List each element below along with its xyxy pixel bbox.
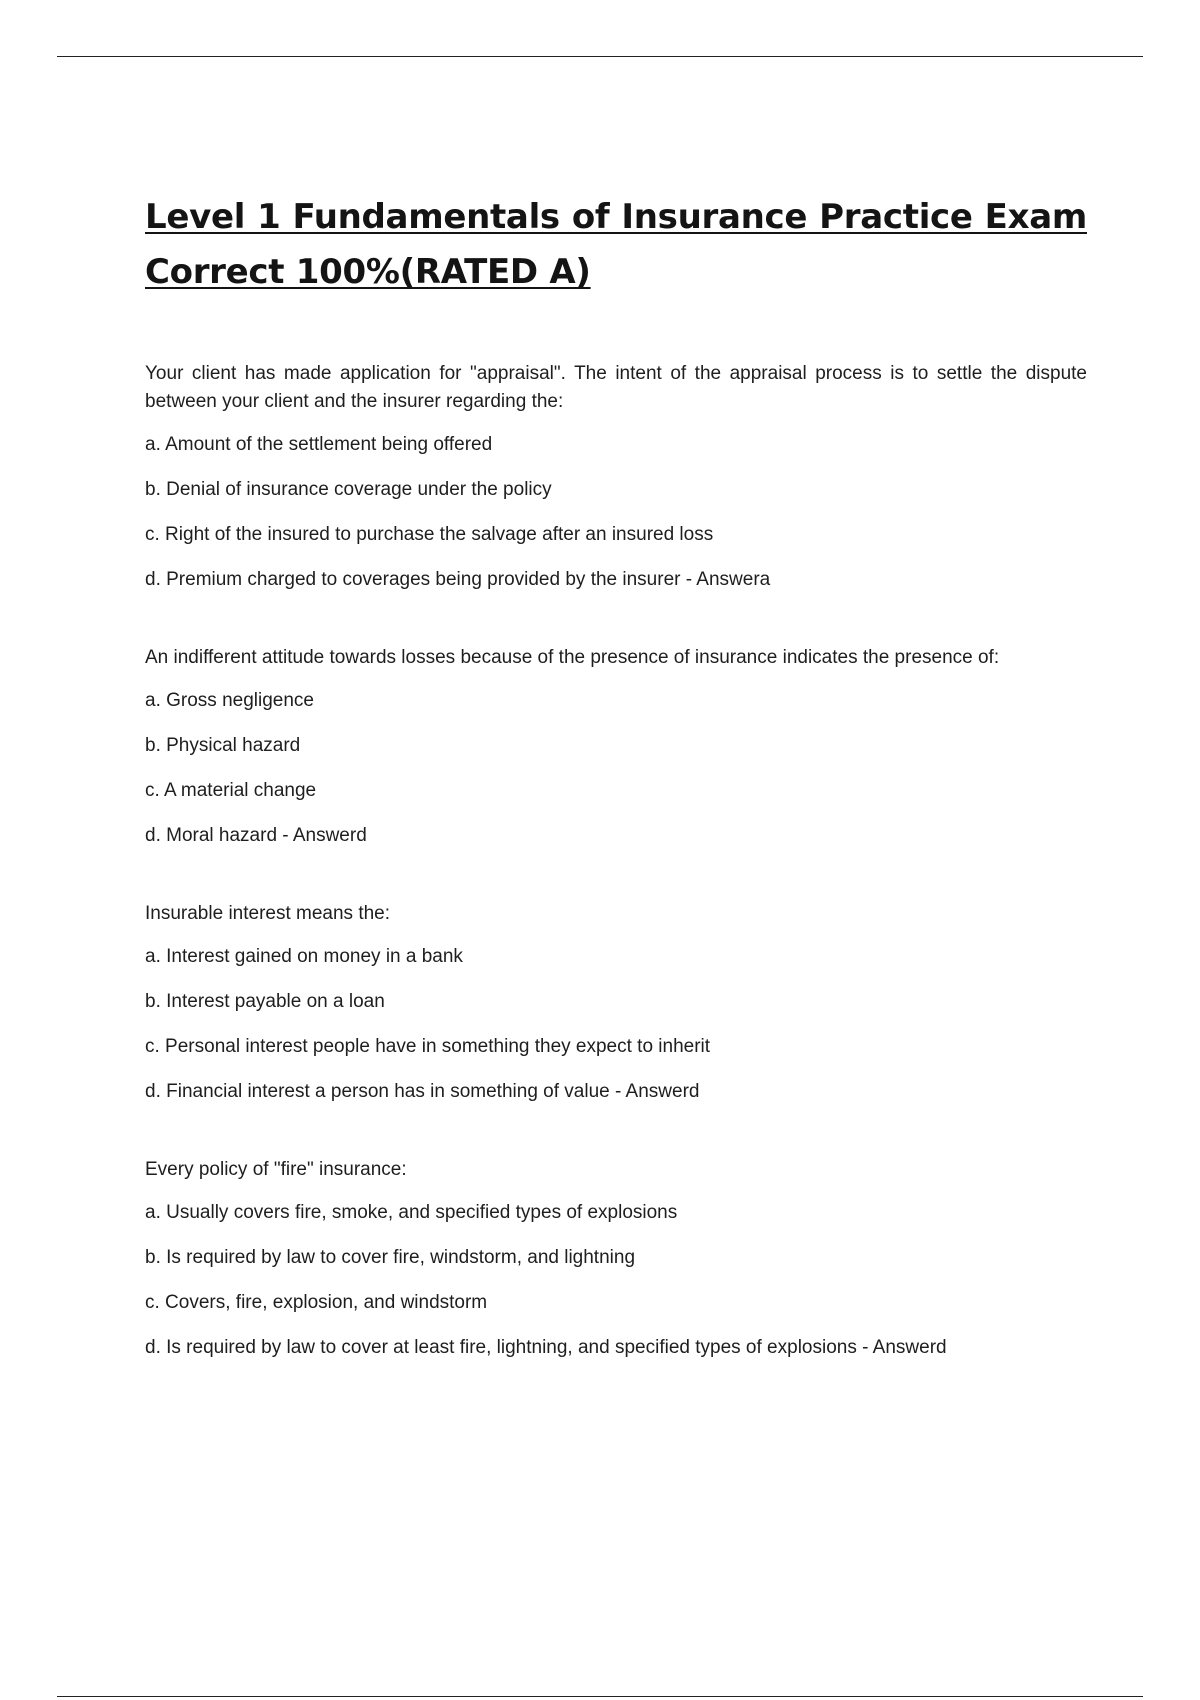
question-4 — [145, 1156, 1087, 1362]
document-title — [145, 190, 1087, 300]
answer-option-c: c. Personal interest people have in something they expect to inherit — [145, 1036, 711, 1057]
answer-option-c: c. Right of the insured to purchase the salvage after an insured loss — [145, 524, 714, 545]
answer-option-b: b. Interest payable on a loan — [145, 991, 385, 1012]
answer-option-b: b. Physical hazard — [145, 735, 301, 756]
header-rule — [57, 56, 1143, 57]
answer-option-c: c. A material change — [145, 780, 317, 801]
question-1 — [145, 360, 1087, 594]
question-stem: Every policy of "fire" insurance: — [145, 1159, 407, 1180]
answer-option-a: a. Gross negligence — [145, 690, 314, 711]
question-stem: Insurable interest means the: — [145, 903, 391, 924]
answer-option-b: b. Is required by law to cover fire, windstorm, and lightning — [145, 1247, 636, 1268]
answer-option-d: d. Financial interest a person has in something of value - Answerd — [145, 1081, 700, 1102]
answer-option-d: d. Premium charged to coverages being provided by the insurer - Answera — [145, 569, 771, 590]
answer-option-a: a. Amount of the settlement being offered — [145, 434, 493, 455]
title-line-2: Correct 100%(RATED A) — [145, 252, 591, 292]
question-stem: An indifferent attitude towards losses because of the presence of insurance indicates the presence of: — [145, 647, 1000, 668]
question-stem: Your client has made application for "appraisal". The intent of the appraisal process is to settle the dispute between your client and the insurer regarding the: — [145, 363, 1087, 412]
answer-option-c: c. Covers, fire, explosion, and windstorm — [145, 1292, 488, 1313]
question-2 — [145, 644, 1087, 850]
question-3 — [145, 900, 1087, 1106]
title-line-1: Level 1 Fundamentals of Insurance Practice Exam — [145, 197, 1087, 237]
answer-option-d: d. Is required by law to cover at least fire, lightning, and specified types of explosions - Answerd — [145, 1337, 947, 1358]
footer-rule — [57, 1696, 1143, 1697]
question-list — [145, 360, 1087, 1362]
answer-option-d: d. Moral hazard - Answerd — [145, 825, 367, 846]
page-content — [145, 190, 1087, 1412]
answer-option-b: b. Denial of insurance coverage under the policy — [145, 479, 552, 500]
answer-option-a: a. Interest gained on money in a bank — [145, 946, 463, 967]
answer-option-a: a. Usually covers fire, smoke, and specified types of explosions — [145, 1202, 678, 1223]
